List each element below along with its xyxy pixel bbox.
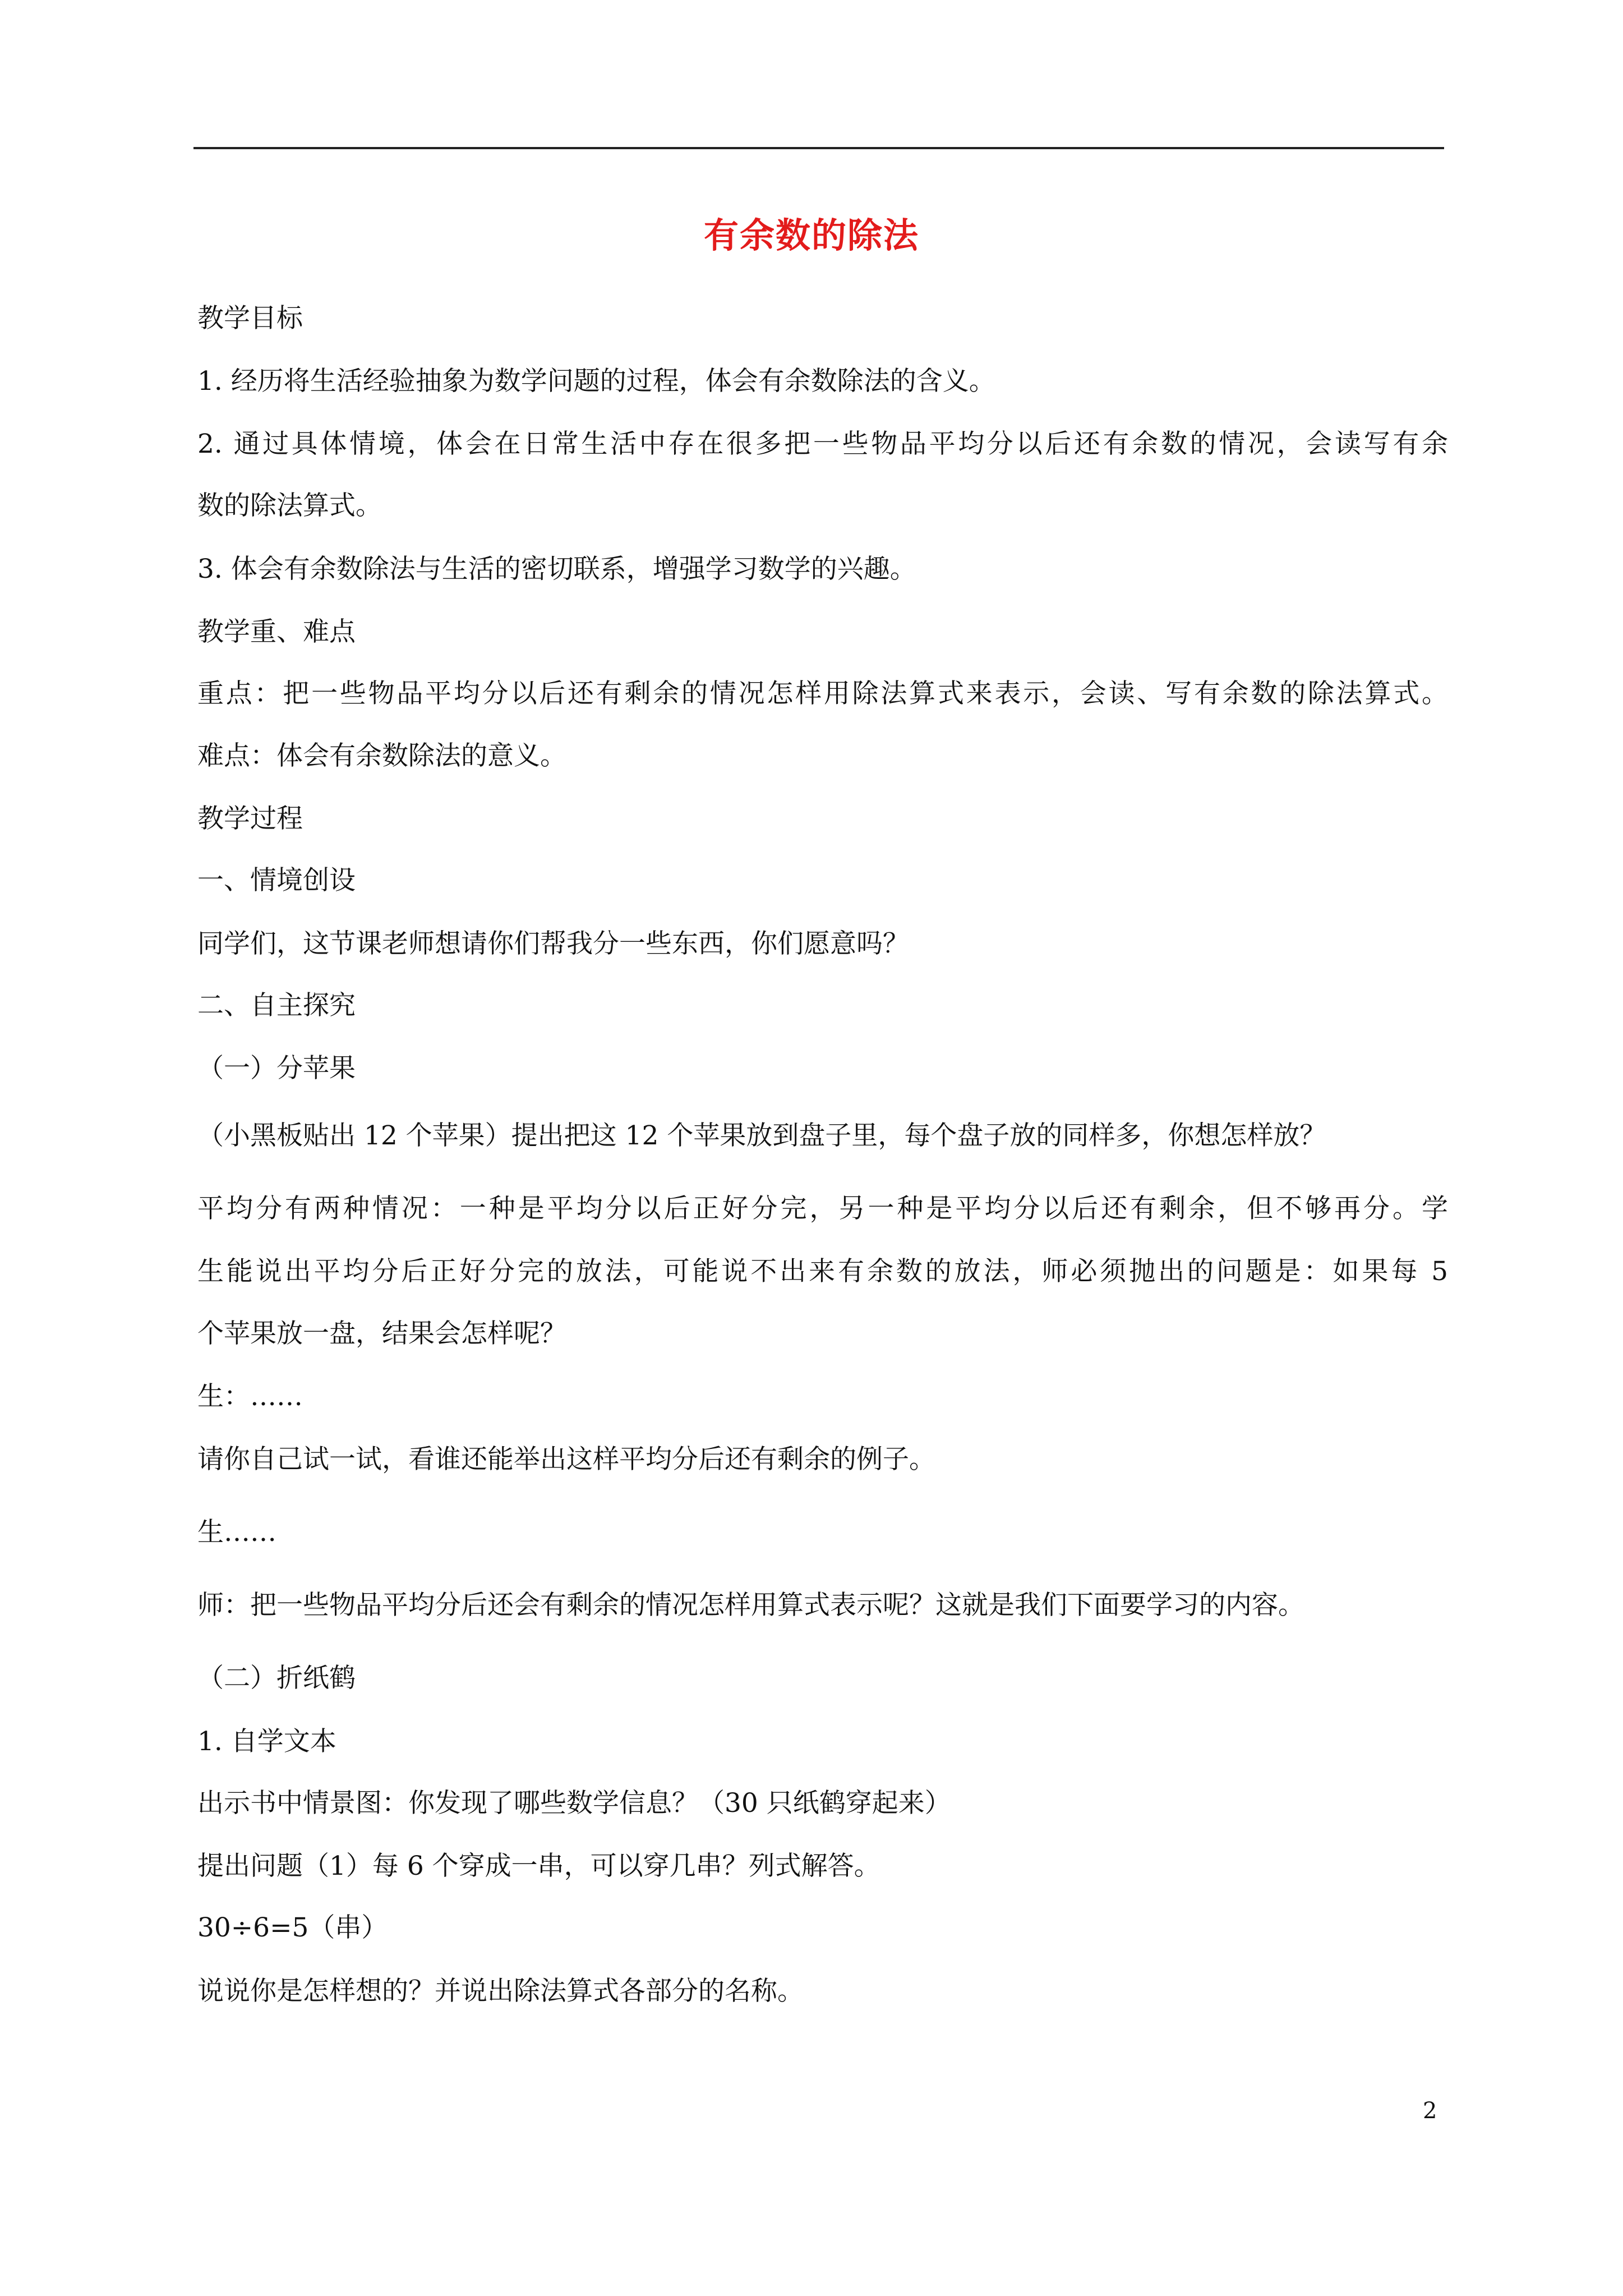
scenario-text: 同学们，这节课老师想请你们帮我分一些东西，你们愿意吗？ <box>197 928 909 959</box>
apples-paragraph-line-1: 平均分有两种情况：一种是平均分以后正好分完，另一种是平均分以后还有剩余，但不够再分。学 <box>197 1193 1448 1224</box>
goal-item-2-continued: 数的除法算式。 <box>197 490 382 521</box>
section-heading-exploration: 二、自主探究 <box>197 990 356 1021</box>
scene-picture-text: 出示书中情景图：你发现了哪些数学信息？（30 只纸鹤穿起来） <box>197 1788 951 1819</box>
apples-paragraph-line-2: 生能说出平均分后正好分完的放法，可能说不出来有余数的放法，师必须抛出的问题是：如果每 5 <box>197 1256 1448 1287</box>
page-number: 2 <box>1423 2098 1437 2124</box>
self-study-item: 1. 自学文本 <box>197 1726 336 1757</box>
difficult-point-text: 难点：体会有余数除法的意义。 <box>197 740 566 771</box>
student-response-1: 生：…… <box>197 1381 303 1412</box>
heading-key-points: 教学重、难点 <box>197 616 356 647</box>
goal-item-2: 2. 通过具体情境，体会在日常生活中存在很多把一些物品平均分以后还有余数的情况，会读写有余 <box>197 429 1448 459</box>
subsection-heading-paper-cranes: （二）折纸鹤 <box>197 1663 356 1694</box>
explain-text: 说说你是怎样想的？并说出除法算式各部分的名称。 <box>197 1976 804 2007</box>
subsection-heading-apples: （一）分苹果 <box>197 1053 356 1084</box>
goal-item-1: 1. 经历将生活经验抽象为数学问题的过程，体会有余数除法的含义。 <box>197 366 995 397</box>
try-it-text: 请你自己试一试，看谁还能举出这样平均分后还有剩余的例子。 <box>197 1444 935 1475</box>
equation-text: 30÷6=5（串） <box>197 1912 388 1943</box>
header-rule <box>193 147 1444 149</box>
apples-instruction: （小黑板贴出 12 个苹果）提出把这 12 个苹果放到盘子里，每个盘子放的同样多，你想怎样放？ <box>197 1120 1326 1151</box>
section-heading-scenario: 一、情境创设 <box>197 865 356 896</box>
teacher-transition-text: 师：把一些物品平均分后还会有剩余的情况怎样用算式表示呢？这就是我们下面要学习的内容。 <box>197 1590 1304 1621</box>
heading-teaching-goals: 教学目标 <box>197 303 303 334</box>
question-1-text: 提出问题（1）每 6 个穿成一串，可以穿几串？列式解答。 <box>197 1851 880 1881</box>
student-response-2: 生…… <box>197 1517 276 1548</box>
apples-paragraph-line-3: 个苹果放一盘，结果会怎样呢？ <box>197 1318 566 1349</box>
heading-teaching-process: 教学过程 <box>197 803 303 834</box>
key-point-text: 重点：把一些物品平均分以后还有剩余的情况怎样用除法算式来表示，会读、写有余数的除法算式。 <box>197 678 1448 709</box>
goal-item-3: 3. 体会有余数除法与生活的密切联系，增强学习数学的兴趣。 <box>197 554 916 585</box>
document-title: 有余数的除法 <box>703 215 919 256</box>
